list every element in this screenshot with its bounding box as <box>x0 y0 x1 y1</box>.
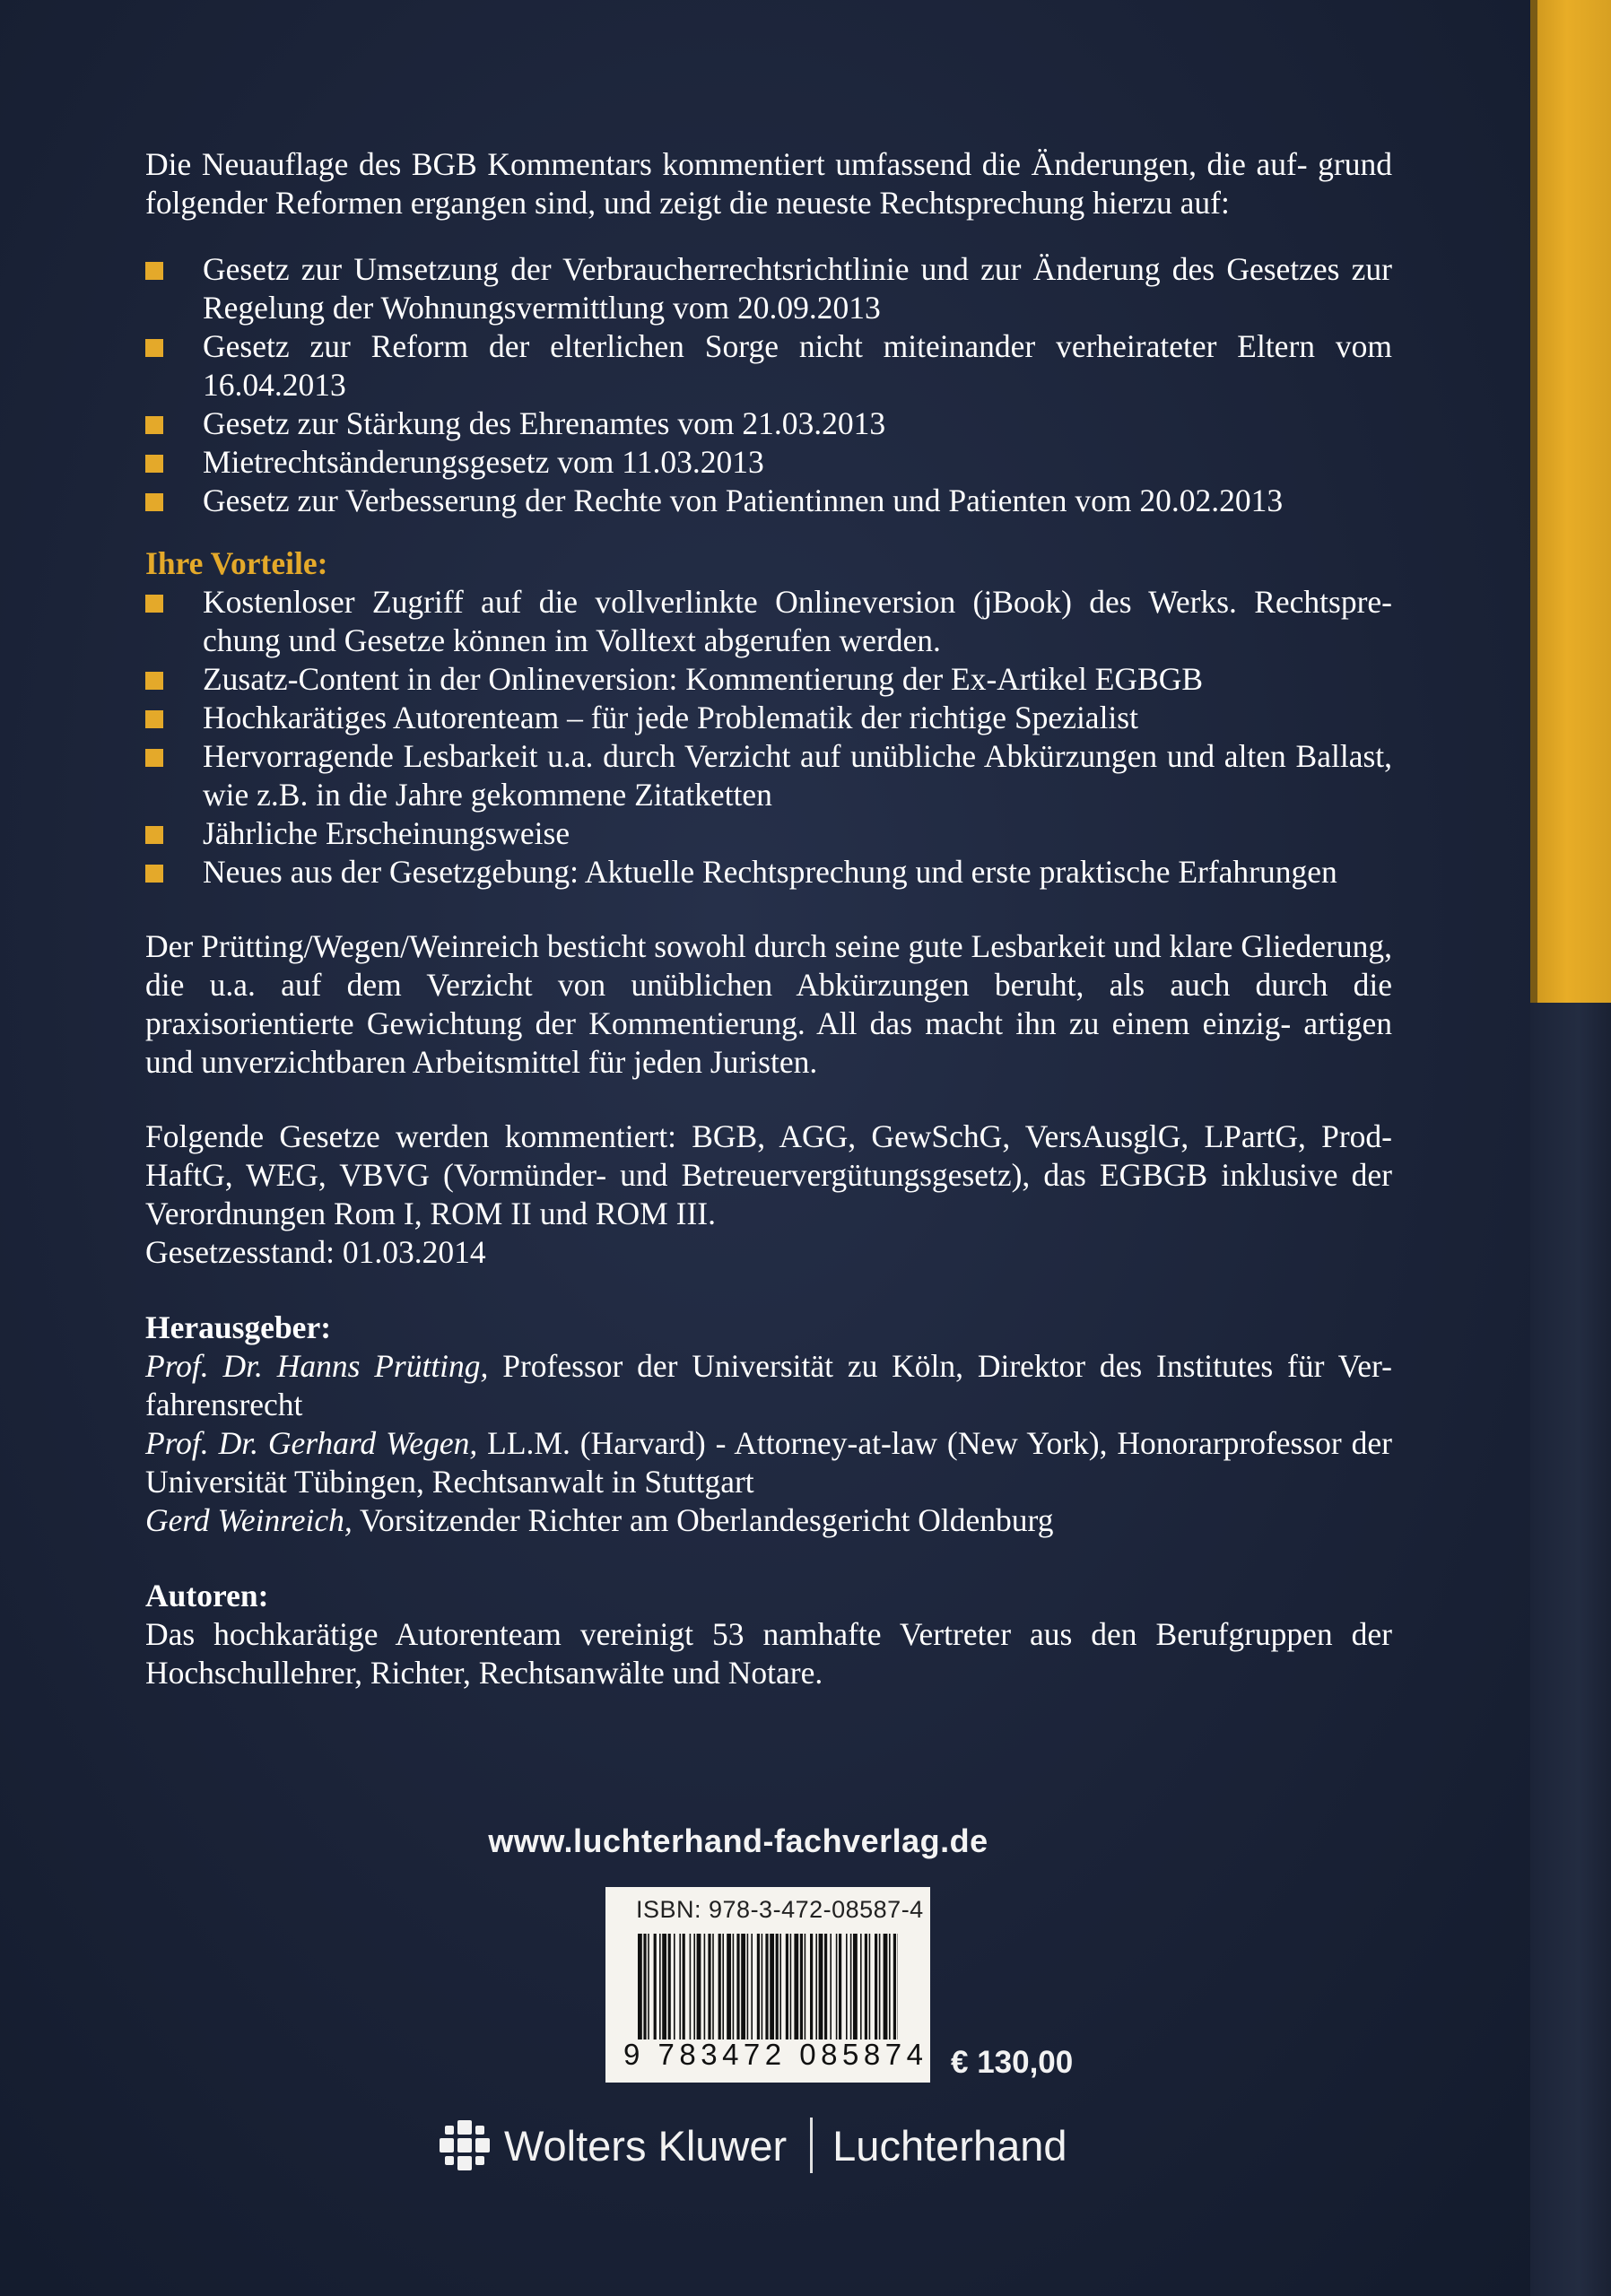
publisher-name-left: Wolters Kluwer <box>504 2121 788 2170</box>
bullet-square-icon <box>145 455 163 473</box>
editors-heading: Herausgeber: <box>145 1309 332 1345</box>
publisher-url: www.luchterhand-fachverlag.de <box>488 1822 988 1859</box>
barcode-icon <box>638 1934 898 2039</box>
list-item: Mietrechtsänderungsgesetz vom 11.03.2013 <box>145 443 1392 482</box>
list-item: Jährliche Erscheinungsweise <box>145 814 1392 853</box>
orange-band <box>1537 0 1611 1003</box>
laws-paragraph: Folgende Gesetze werden kommentiert: BGB, AGG, GewSchG, VersAusglG, LPartG, Prod- HaftG, WEG, VBVG (Vormünder- und Betreuervergütungsgesetz), das EGBGB inklusive der Verordnungen Rom I, ROM II und ROM III. <box>145 1118 1392 1231</box>
summary-paragraph: Der Prütting/Wegen/Weinreich besticht sowohl durch seine gute Lesbarkeit und klare Gliederung, die u.a. auf dem Verzicht von unüblichen Abkürzungen beruht, als auch durch die praxisorientierte Gewichtung der Kommentierung. All das macht ihn zu einem einzig- artigen und unverzichtbaren Arbeitsmittel für jeden Juristen. <box>145 928 1392 1080</box>
editor-name: Prof. Dr. Gerhard Wegen, <box>145 1425 478 1461</box>
status-line: Gesetzesstand: 01.03.2014 <box>145 1234 486 1270</box>
logo-divider <box>810 2118 813 2173</box>
blurb-text <box>145 145 1392 1692</box>
editor-description: LL.M. (Harvard) - Attorney-at-law (New York), Honorarprofessor der Universität Tübingen, Rechtsanwalt in Stuttgart <box>145 1425 1392 1500</box>
price-label: € 130,00 <box>951 2045 1074 2080</box>
wolters-kluwer-logo-icon <box>438 2118 492 2172</box>
bullet-square-icon <box>145 710 163 728</box>
list-item: Zusatz-Content in der Onlineversion: Kommentierung der Ex-Artikel EGBGB <box>145 660 1392 699</box>
reforms-list <box>145 250 1392 520</box>
editor-name: Gerd Weinreich, <box>145 1502 353 1538</box>
editor-entry <box>145 1424 1392 1501</box>
editor-description: Professor der Universität zu Köln, Direktor des Institutes für Ver- fahrensrecht <box>145 1348 1392 1422</box>
list-item: Hochkarätiges Autorenteam – für jede Problematik der richtige Spezialist <box>145 699 1392 737</box>
authors-paragraph: Das hochkarätige Autorenteam vereinigt 53 namhafte Vertreter aus den Berufgruppen der Hochschullehrer, Richter, Rechtsanwälte und Notare. <box>145 1616 1392 1691</box>
bullet-square-icon <box>145 493 163 511</box>
isbn-text: ISBN: 978-3-472-08587-4 <box>636 1896 924 1923</box>
bullet-square-icon <box>145 595 163 613</box>
list-item: Neues aus der Gesetzgebung: Aktuelle Rechtsprechung und erste praktische Erfahrungen <box>145 853 1392 891</box>
publisher-logo <box>438 2117 1067 2174</box>
bullet-square-icon <box>145 262 163 280</box>
list-item: Hervorragende Lesbarkeit u.a. durch Verzicht auf unübliche Abkürzungen und alten Ballast, wie z.B. in die Jahre gekommene Zitatketten <box>145 737 1392 814</box>
editor-name: Prof. Dr. Hanns Prütting, <box>145 1348 489 1384</box>
barcode-label <box>605 1887 930 2083</box>
bullet-square-icon <box>145 826 163 844</box>
ean-number: 9 783472 085874 <box>623 2038 928 2071</box>
list-item: Kostenloser Zugriff auf die vollverlinkte Onlineversion (jBook) des Werks. Rechtspre- chung und Gesetze können im Volltext abgerufen werden. <box>145 583 1392 660</box>
editor-entry <box>145 1347 1392 1424</box>
advantages-heading: Ihre Vorteile: <box>145 545 328 581</box>
authors-heading: Autoren: <box>145 1578 269 1613</box>
advantages-list <box>145 583 1392 891</box>
bullet-square-icon <box>145 865 163 883</box>
list-item: Gesetz zur Umsetzung der Verbraucherrechtsrichtlinie und zur Änderung des Gesetzes zur Regelung der Wohnungsvermittlung vom 20.09.2013 <box>145 250 1392 327</box>
publisher-name-right: Luchterhand <box>832 2121 1067 2170</box>
list-item: Gesetz zur Reform der elterlichen Sorge nicht miteinander verheirateter Eltern vom 16.04.2013 <box>145 327 1392 404</box>
bullet-square-icon <box>145 749 163 767</box>
editor-entry <box>145 1501 1392 1540</box>
editor-description: Vorsitzender Richter am Oberlandesgericht Oldenburg <box>352 1502 1054 1538</box>
list-item: Gesetz zur Stärkung des Ehrenamtes vom 21.03.2013 <box>145 404 1392 443</box>
orange-band-edge <box>1530 0 1537 1003</box>
bullet-square-icon <box>145 672 163 690</box>
bullet-square-icon <box>145 339 163 357</box>
intro-paragraph: Die Neuauflage des BGB Kommentars kommentiert umfassend die Änderungen, die auf- grund folgender Reformen ergangen sind, und zeigt die neueste Rechtsprechung hierzu auf: <box>145 146 1392 221</box>
bullet-square-icon <box>145 416 163 434</box>
list-item: Gesetz zur Verbesserung der Rechte von Patientinnen und Patienten vom 20.02.2013 <box>145 482 1392 520</box>
